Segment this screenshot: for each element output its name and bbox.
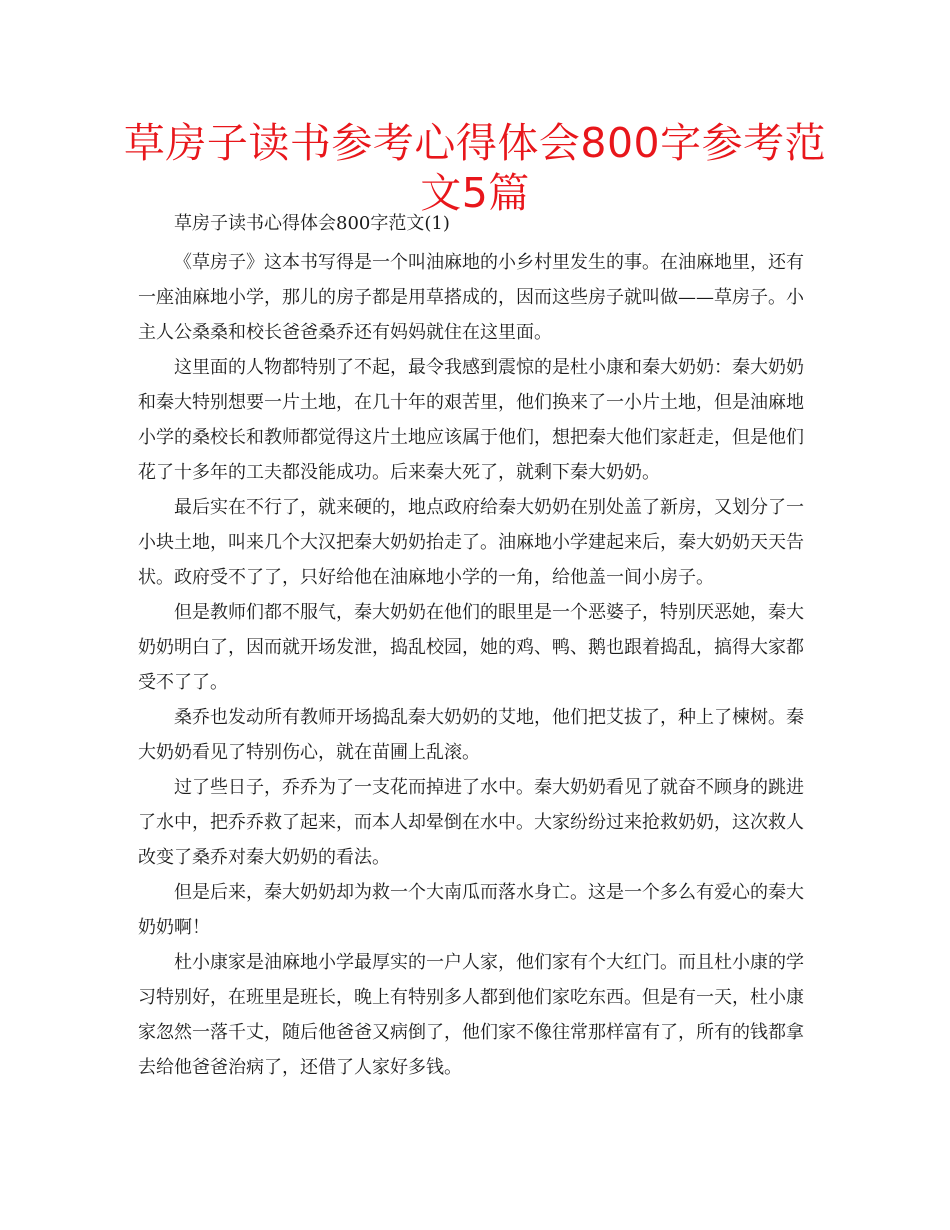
paragraph-2: 这里面的人物都特别了不起，最令我感到震惊的是杜小康和秦大奶奶：秦大奶奶和秦大特别想要一片土地，在几十年的艰苦里，他们换来了一小片土地，但是油麻地小学的桑校长和教师都觉得这片土地应该属于他们，想把秦大他们家赶走，但是他们花了十多年的工夫都没能成功。后来秦大死了，就剩下秦大奶奶。 [138, 357, 804, 483]
document-title: 草房子读书参考心得体会800字参考范文5篇 [123, 119, 827, 217]
document-body [138, 205, 814, 1085]
paragraph-6: 过了些日子，乔乔为了一支花而掉进了水中。秦大奶奶看见了就奋不顾身的跳进了水中，把乔乔救了起来，而本人却晕倒在水中。大家纷纷过来抢救奶奶，这次救人改变了桑乔对秦大奶奶的看法。 [138, 777, 804, 868]
paragraph-5: 桑乔也发动所有教师开场捣乱秦大奶奶的艾地，他们把艾拔了，种上了楝树。秦大奶奶看见了特别伤心，就在苗圃上乱滚。 [138, 707, 804, 763]
paragraph-7: 但是后来，秦大奶奶却为救一个大南瓜而落水身亡。这是一个多么有爱心的秦大奶奶啊！ [138, 882, 804, 938]
paragraph-4: 但是教师们都不服气，秦大奶奶在他们的眼里是一个恶婆子，特别厌恶她，秦大奶奶明白了，因而就开场发泄，捣乱校园，她的鸡、鸭、鹅也跟着捣乱，搞得大家都受不了了。 [138, 602, 804, 693]
document-subtitle: 草房子读书心得体会800字范文(1) [174, 213, 450, 234]
paragraph-3: 最后实在不行了，就来硬的，地点政府给秦大奶奶在别处盖了新房，又划分了一小块土地，叫来几个大汉把秦大奶奶抬走了。油麻地小学建起来后，秦大奶奶天天告状。政府受不了了，只好给他在油麻地小学的一角，给他盖一间小房子。 [138, 497, 804, 588]
paragraph-1: 《草房子》这本书写得是一个叫油麻地的小乡村里发生的事。在油麻地里，还有一座油麻地小学，那儿的房子都是用草搭成的，因而这些房子就叫做——草房子。小主人公桑桑和校长爸爸桑乔还有妈妈就住在这里面。 [138, 252, 804, 343]
paragraph-8: 杜小康家是油麻地小学最厚实的一户人家，他们家有个大红门。而且杜小康的学习特别好，在班里是班长，晚上有特别多人都到他们家吃东西。但是有一天，杜小康家忽然一落千丈，随后他爸爸又病倒了，他们家不像往常那样富有了，所有的钱都拿去给他爸爸治病了，还借了人家好多钱。 [138, 952, 804, 1078]
